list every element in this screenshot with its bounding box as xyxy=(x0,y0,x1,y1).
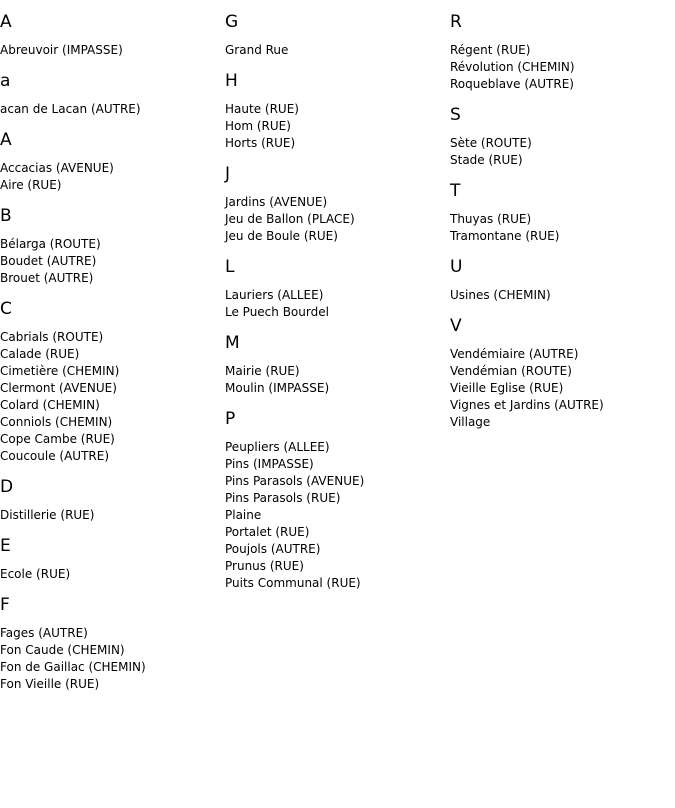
street-entry[interactable]: Brouet (AUTRE) xyxy=(0,271,94,285)
street-entry[interactable]: Horts (RUE) xyxy=(225,136,296,150)
street-entry[interactable]: Coucoule (AUTRE) xyxy=(0,449,110,463)
street-entry[interactable]: Tramontane (RUE) xyxy=(450,229,560,243)
street-entry[interactable]: acan de Lacan (AUTRE) xyxy=(0,102,141,116)
street-entry[interactable]: Poujols (AUTRE) xyxy=(225,542,321,556)
letter-heading: H xyxy=(225,71,238,91)
street-entry[interactable]: Puits Communal (RUE) xyxy=(225,576,361,590)
letter-heading: C xyxy=(0,299,12,319)
letter-group xyxy=(225,71,450,152)
street-index-column-3 xyxy=(450,0,675,431)
letter-heading: a xyxy=(0,71,11,91)
street-entry[interactable]: Distillerie (RUE) xyxy=(0,508,95,522)
street-entry[interactable]: Calade (RUE) xyxy=(0,347,80,361)
letter-group xyxy=(450,12,675,93)
letter-group xyxy=(0,536,225,583)
letter-heading: V xyxy=(450,316,462,336)
street-list xyxy=(0,236,225,287)
letter-group xyxy=(450,316,675,431)
letter-heading: F xyxy=(0,595,10,615)
street-entry[interactable]: Boudet (AUTRE) xyxy=(0,254,97,268)
street-entry[interactable]: Jeu de Boule (RUE) xyxy=(225,229,338,243)
letter-group xyxy=(450,181,675,245)
street-entry[interactable]: Fages (AUTRE) xyxy=(0,626,88,640)
street-entry[interactable]: Pins Parasols (RUE) xyxy=(225,491,341,505)
letter-group xyxy=(0,12,225,59)
letter-group xyxy=(450,257,675,304)
street-entry[interactable]: Peupliers (ALLEE) xyxy=(225,440,330,454)
letter-group xyxy=(0,206,225,287)
street-list xyxy=(450,135,675,169)
street-list xyxy=(0,625,225,693)
letter-group xyxy=(225,12,450,59)
letter-heading: J xyxy=(225,164,231,184)
letter-group xyxy=(225,257,450,321)
street-entry[interactable]: Stade (RUE) xyxy=(450,153,523,167)
street-entry[interactable]: Moulin (IMPASSE) xyxy=(225,381,330,395)
letter-heading: E xyxy=(0,536,11,556)
letter-heading: A xyxy=(0,12,12,32)
street-index-column-2 xyxy=(225,0,450,592)
letter-heading: T xyxy=(450,181,461,201)
letter-heading: M xyxy=(225,333,240,353)
letter-heading: S xyxy=(450,105,461,125)
street-list xyxy=(450,42,675,93)
letter-group xyxy=(0,299,225,465)
letter-group xyxy=(225,333,450,397)
street-list xyxy=(225,42,450,59)
street-list xyxy=(450,287,675,304)
street-entry[interactable]: Mairie (RUE) xyxy=(225,364,300,378)
street-entry[interactable]: Cimetière (CHEMIN) xyxy=(0,364,120,378)
street-entry[interactable]: Vignes et Jardins (AUTRE) xyxy=(450,398,604,412)
letter-heading: D xyxy=(0,477,14,497)
street-entry[interactable]: Plaine xyxy=(225,508,262,522)
letter-group xyxy=(450,105,675,169)
letter-group xyxy=(0,595,225,693)
letter-heading: R xyxy=(450,12,462,32)
street-entry[interactable]: Roqueblave (AUTRE) xyxy=(450,77,574,91)
letter-heading: A xyxy=(0,130,12,150)
street-list xyxy=(225,363,450,397)
letter-group xyxy=(0,130,225,194)
street-entry[interactable]: Usines (CHEMIN) xyxy=(450,288,551,302)
street-entry[interactable]: Pins Parasols (AVENUE) xyxy=(225,474,365,488)
street-entry[interactable]: Jeu de Ballon (PLACE) xyxy=(225,212,355,226)
letter-group xyxy=(0,71,225,118)
street-list xyxy=(450,346,675,431)
street-entry[interactable]: Fon Caude (CHEMIN) xyxy=(0,643,125,657)
letter-group xyxy=(225,409,450,592)
letter-heading: U xyxy=(450,257,463,277)
street-list xyxy=(0,507,225,524)
street-entry[interactable]: Cabrials (ROUTE) xyxy=(0,330,104,344)
street-entry[interactable]: Fon de Gaillac (CHEMIN) xyxy=(0,660,146,674)
letter-heading: P xyxy=(225,409,236,429)
street-entry[interactable]: Grand Rue xyxy=(225,43,289,57)
street-entry[interactable]: Pins (IMPASSE) xyxy=(225,457,314,471)
street-entry[interactable]: Fon Vieille (RUE) xyxy=(0,677,100,691)
letter-group xyxy=(225,164,450,245)
street-list xyxy=(450,211,675,245)
street-entry[interactable]: Hom (RUE) xyxy=(225,119,291,133)
street-entry[interactable]: Bélarga (ROUTE) xyxy=(0,237,101,251)
street-entry[interactable]: Village xyxy=(450,415,491,429)
street-entry[interactable]: Portalet (RUE) xyxy=(225,525,310,539)
street-list xyxy=(0,42,225,59)
street-entry[interactable]: Thuyas (RUE) xyxy=(450,212,532,226)
street-entry[interactable]: Accacias (AVENUE) xyxy=(0,161,114,175)
street-list xyxy=(225,439,450,592)
street-entry[interactable]: Aire (RUE) xyxy=(0,178,62,192)
street-entry[interactable]: Jardins (AVENUE) xyxy=(225,195,328,209)
street-entry[interactable]: Prunus (RUE) xyxy=(225,559,304,573)
letter-heading: B xyxy=(0,206,12,226)
street-entry[interactable]: Ecole (RUE) xyxy=(0,567,71,581)
street-index-column-1 xyxy=(0,0,225,693)
street-entry[interactable]: Abreuvoir (IMPASSE) xyxy=(0,43,123,57)
street-entry[interactable]: Colard (CHEMIN) xyxy=(0,398,100,412)
street-list xyxy=(0,566,225,583)
street-entry[interactable]: Conniols (CHEMIN) xyxy=(0,415,113,429)
street-list xyxy=(0,160,225,194)
street-list xyxy=(225,194,450,245)
letter-heading: L xyxy=(225,257,235,277)
street-entry[interactable]: Clermont (AVENUE) xyxy=(0,381,117,395)
letter-heading: G xyxy=(225,12,239,32)
street-entry[interactable]: Sète (ROUTE) xyxy=(450,136,532,150)
street-list xyxy=(0,329,225,465)
street-entry[interactable]: Vendémian (ROUTE) xyxy=(450,364,572,378)
letter-group xyxy=(0,477,225,524)
street-list xyxy=(0,101,225,118)
street-entry[interactable]: Régent (RUE) xyxy=(450,43,531,57)
street-entry[interactable]: Le Puech Bourdel xyxy=(225,305,329,319)
street-entry[interactable]: Lauriers (ALLEE) xyxy=(225,288,324,302)
street-entry[interactable]: Vieille Eglise (RUE) xyxy=(450,381,564,395)
street-entry[interactable]: Cope Cambe (RUE) xyxy=(0,432,115,446)
street-list xyxy=(225,287,450,321)
street-entry[interactable]: Révolution (CHEMIN) xyxy=(450,60,575,74)
street-entry[interactable]: Haute (RUE) xyxy=(225,102,299,116)
street-list xyxy=(225,101,450,152)
street-entry[interactable]: Vendémiaire (AUTRE) xyxy=(450,347,579,361)
